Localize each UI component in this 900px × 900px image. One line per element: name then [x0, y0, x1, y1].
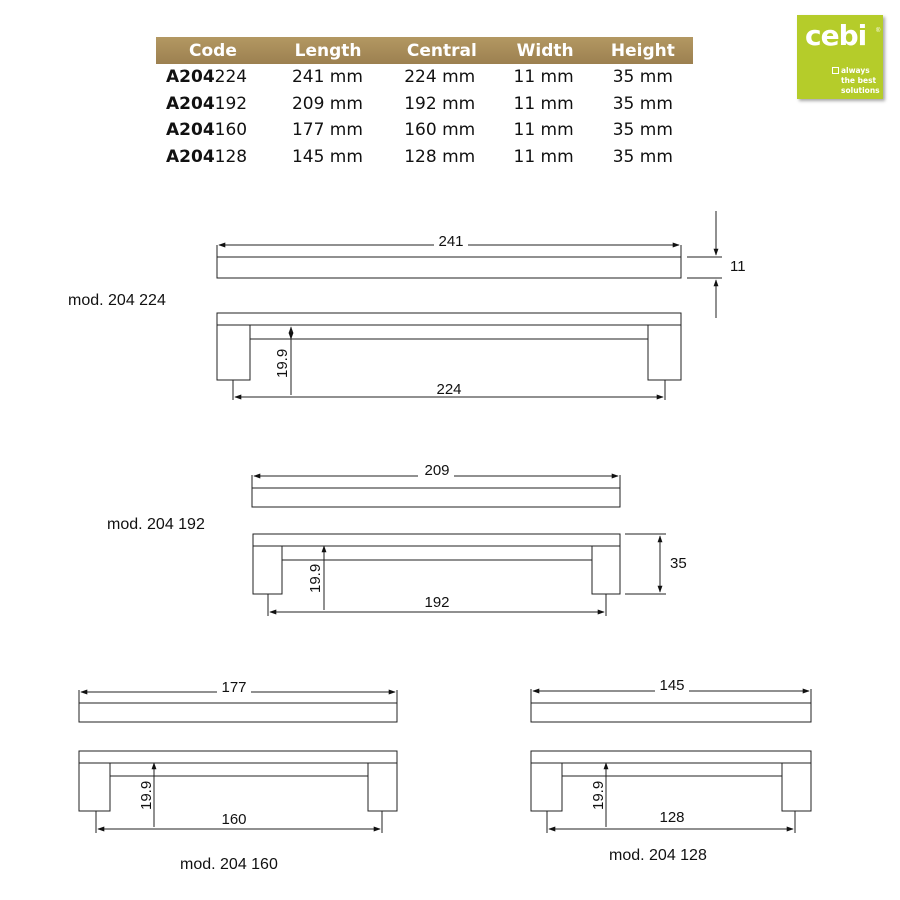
- inset-label: 19.9: [590, 780, 607, 810]
- inset-label: 19.9: [307, 563, 324, 593]
- handle-top-view: [252, 488, 620, 507]
- cell-width: 11 mm: [513, 67, 574, 88]
- length-label: 241: [438, 233, 464, 250]
- logo-tagline: always the best solutions: [841, 66, 880, 95]
- model-label: mod. 204 192: [107, 516, 205, 533]
- logo-registered-mark: ®: [876, 28, 881, 34]
- length-label: 209: [424, 462, 450, 479]
- drawing-m224: [217, 211, 722, 400]
- cell-central: 224 mm: [404, 67, 476, 88]
- handle-top-view: [531, 703, 811, 722]
- cell-length: 209 mm: [291, 93, 363, 114]
- central-label: 192: [424, 594, 450, 611]
- cell-code: A204160: [166, 120, 248, 141]
- handle-side-view: [531, 751, 811, 811]
- header-width: Width: [498, 37, 593, 64]
- cell-width: 11 mm: [513, 146, 574, 167]
- cell-code: A204128: [166, 146, 248, 167]
- header-code: Code: [156, 37, 270, 64]
- cell-central: 128 mm: [404, 146, 476, 167]
- handle-top-view: [217, 257, 681, 278]
- header-central: Central: [386, 37, 497, 64]
- header-length: Length: [270, 37, 386, 64]
- height-label: 35: [670, 555, 687, 572]
- cell-code: A204192: [166, 93, 248, 114]
- logo-wordmark: cebi: [805, 19, 867, 52]
- central-label: 128: [659, 809, 685, 826]
- model-label: mod. 204 224: [68, 292, 166, 309]
- header-height: Height: [593, 37, 693, 64]
- cell-height: 35 mm: [612, 93, 673, 114]
- length-label: 145: [659, 677, 685, 694]
- cell-length: 241 mm: [291, 67, 363, 88]
- cell-length: 177 mm: [291, 120, 363, 141]
- cell-width: 11 mm: [513, 120, 574, 141]
- width-label: 11: [730, 258, 746, 275]
- inset-label: 19.9: [274, 348, 291, 378]
- handle-side-view: [79, 751, 397, 811]
- cell-height: 35 mm: [612, 67, 673, 88]
- length-label: 177: [221, 679, 247, 696]
- cell-height: 35 mm: [612, 120, 673, 141]
- cell-width: 11 mm: [513, 93, 574, 114]
- handle-top-view: [79, 703, 397, 722]
- model-label: mod. 204 160: [180, 856, 278, 873]
- cell-central: 160 mm: [404, 120, 476, 141]
- central-label: 224: [436, 381, 462, 398]
- cell-code: A204224: [166, 67, 248, 88]
- central-label: 160: [221, 811, 247, 828]
- inset-label: 19.9: [138, 780, 155, 810]
- cell-length: 145 mm: [291, 146, 363, 167]
- model-label: mod. 204 128: [609, 847, 707, 864]
- cell-central: 192 mm: [404, 93, 476, 114]
- cell-height: 35 mm: [612, 146, 673, 167]
